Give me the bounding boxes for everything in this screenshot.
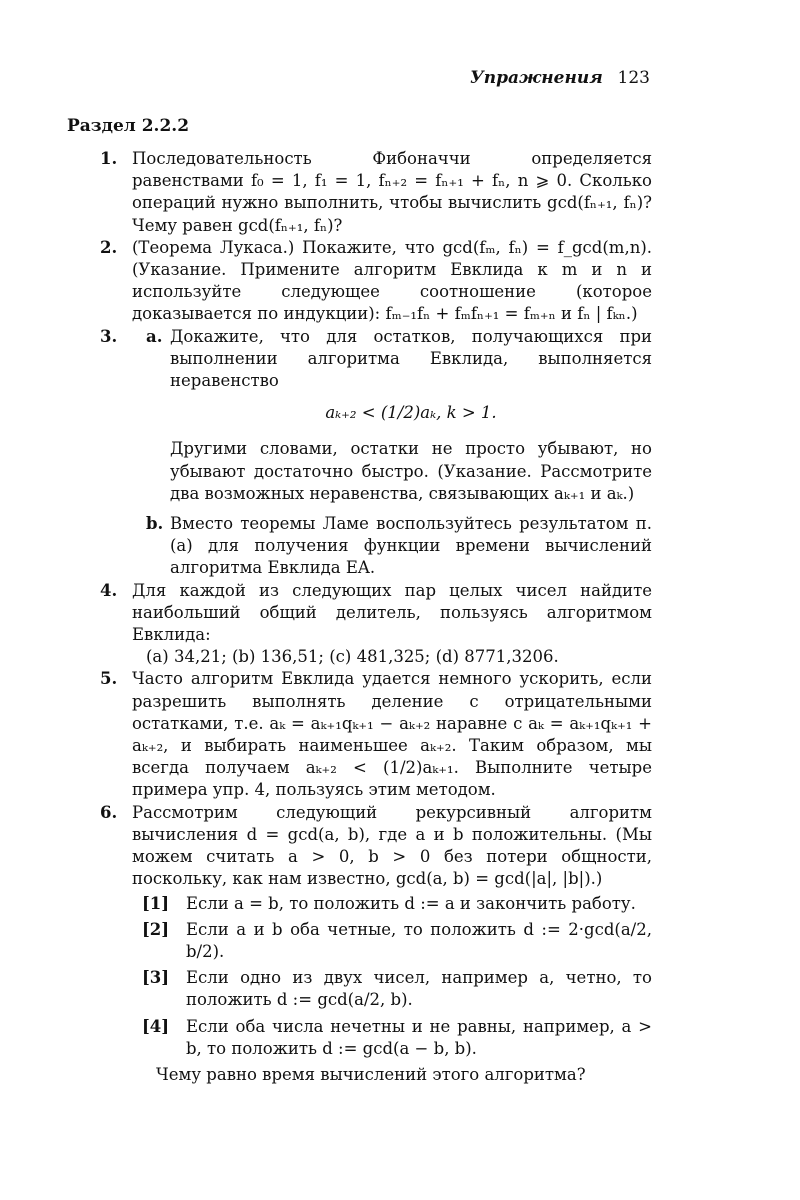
subpart-text: Докажите, что для остатков, получающихся при выполнении алгоритма Евклида, выполняется неравенство bbox=[170, 326, 652, 391]
subpart-text-2: Другими словами, остатки не просто убывают, но убывают достаточно быстро. (Указание. Рассмотрите два возможных неравенства, связывающих aₖ₊₁ и aₖ.) bbox=[170, 439, 652, 503]
step-label: [4] bbox=[142, 1016, 170, 1036]
step-text: Если одно из двух чисел, например a, четно, то положить d := gcd(a/2, b). bbox=[186, 968, 652, 1010]
section-title: Раздел 2.2.2 bbox=[67, 116, 190, 136]
exercise-6 bbox=[100, 802, 652, 1086]
exercise-1 bbox=[100, 148, 652, 237]
exercise-text: Последовательность Фибоначчи определяется равенствами f₀ = 1, f₁ = 1, fₙ₊₂ = fₙ₊₁ + fₙ, n ⩾ 0. Сколько операций нужно выполнить, чтобы вычислить gcd(fₙ₊₁, fₙ)? Чему равен gcd(fₙ₊₁, fₙ)? bbox=[132, 149, 652, 235]
subpart-text: Вместо теоремы Ламе воспользуйтесь результатом п. (а) для получения функции времени вычислений алгоритма Евклида EA. bbox=[170, 514, 652, 578]
exercise-text: Рассмотрим следующий рекурсивный алгоритм вычисления d = gcd(a, b), где a и b положительны. (Мы можем считать a > 0, b > 0 без потери общности, поскольку, как нам известно, gcd(a, b) = gcd(|a|, |b|).) bbox=[132, 802, 652, 889]
page-header bbox=[470, 68, 650, 88]
subpart-a bbox=[132, 326, 652, 505]
exercise-3 bbox=[100, 326, 652, 580]
exercise-number: 2. bbox=[100, 237, 118, 257]
final-question: Чему равно время вычислений этого алгоритма? bbox=[156, 1064, 586, 1084]
subpart-b bbox=[132, 513, 652, 580]
number-pairs: (a) 34,21; (b) 136,51; (c) 481,325; (d) 8771,3206. bbox=[146, 647, 559, 667]
subpart-label: a. bbox=[146, 326, 163, 346]
exercise-number: 1. bbox=[100, 149, 118, 168]
step-label: [1] bbox=[142, 893, 170, 913]
step-text: Если оба числа нечетны и не равны, например, a > b, то положить d := gcd(a − b, b). bbox=[186, 1016, 652, 1058]
exercise-body bbox=[132, 802, 652, 1086]
exercise-5 bbox=[100, 668, 652, 801]
exercise-text: (Теорема Лукаса.) Покажите, что gcd(fₘ, fₙ) = f_gcd(m,n). (Указание. Примените алгоритм Евклида к m и n и используйте следующее соотношение (которое доказывается по индукции): fₘ₋₁fₙ + fₘfₙ₊₁ = fₘ₊ₙ и fₙ | fₖₙ.) bbox=[132, 237, 652, 324]
step-label: [3] bbox=[142, 968, 170, 988]
step-text: Если a и b оба четные, то положить d := 2·gcd(a/2, b/2). bbox=[186, 919, 652, 961]
running-title: Упражнения bbox=[470, 68, 603, 88]
subpart-label: b. bbox=[146, 514, 164, 534]
exercise-number: 6. bbox=[100, 802, 118, 822]
exercise-body bbox=[132, 580, 652, 669]
inequality-formula: aₖ₊₂ < (1/2)aₖ, k > 1. bbox=[325, 403, 497, 423]
algorithm-step bbox=[132, 1016, 652, 1060]
exercise-2 bbox=[100, 237, 652, 326]
spacer bbox=[132, 505, 652, 513]
exercise-list bbox=[100, 148, 652, 1086]
exercise-text: Для каждой из следующих пар целых чисел найдите наибольший общий делитель, пользуясь алгоритмом Евклида: bbox=[132, 580, 652, 645]
subpart-content bbox=[170, 326, 652, 505]
page-number: 123 bbox=[617, 68, 650, 88]
exercise-body bbox=[132, 326, 652, 580]
exercise-number: 5. bbox=[100, 669, 118, 689]
exercise-number: 3. bbox=[100, 326, 118, 346]
algorithm-step bbox=[132, 967, 652, 1011]
step-text: Если a = b, то положить d := a и закончить работу. bbox=[186, 893, 636, 913]
exercise-text: Часто алгоритм Евклида удается немного ускорить, если разрешить выполнять деление с отрицательными остатками, т.е. aₖ = aₖ₊₁qₖ₊₁ − aₖ₊₂ наравне с aₖ = aₖ₊₁qₖ₊₁ + aₖ₊₂, и выбирать наименьшее aₖ₊₂. Таким образом, мы всегда получаем aₖ₊₂ < (1/2)aₖ₊₁. Выполните четыре примера упр. 4, пользуясь этим методом. bbox=[132, 669, 652, 800]
algorithm-step bbox=[132, 893, 652, 915]
step-label: [2] bbox=[142, 919, 170, 939]
exercise-4 bbox=[100, 580, 652, 669]
exercise-number: 4. bbox=[100, 580, 118, 600]
algorithm-step bbox=[132, 919, 652, 963]
